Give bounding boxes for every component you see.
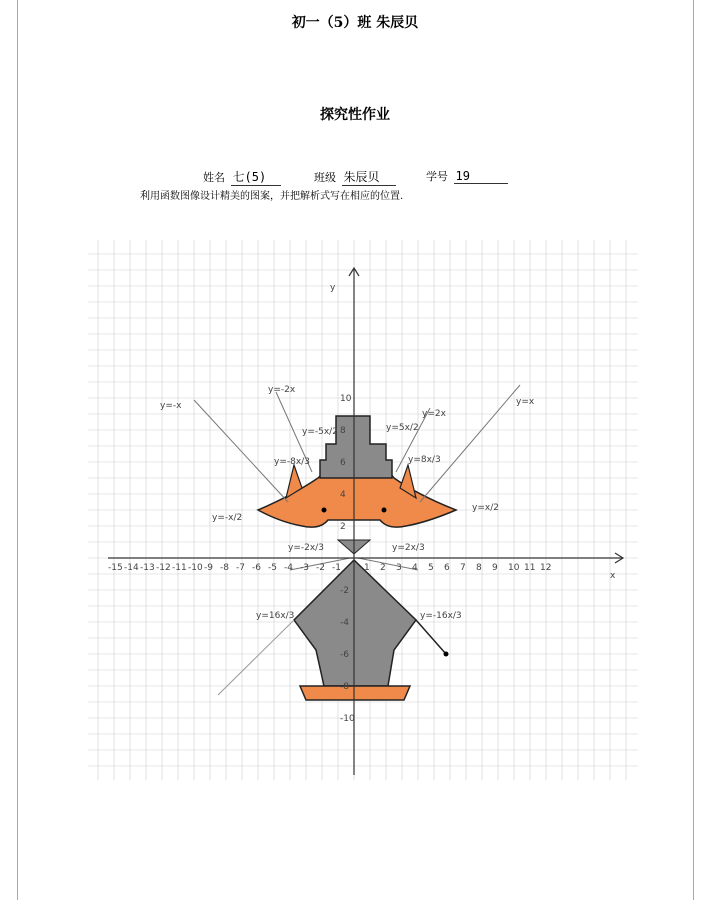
class-label: 班级 [314,171,336,184]
x-tick-label: -3 [300,563,309,573]
class-field [314,168,396,186]
anno-y-x-2: y=x/2 [472,503,499,513]
class-value: 朱辰贝 [342,168,396,186]
x-tick-label: 2 [380,563,386,573]
x-tick-label: 4 [412,563,418,573]
x-tick-label: 6 [444,563,450,573]
x-tick-label: 12 [540,563,552,573]
y-tick-label: -2 [340,586,349,596]
y-tick-label: 6 [340,458,346,468]
anno-y-8x-3: y=8x/3 [408,455,441,465]
x-tick-label: -7 [236,563,245,573]
y-tick-label: -8 [340,682,349,692]
gray-lower-body [294,560,416,686]
x-tick-label: 1 [364,563,370,573]
x-tick-label: 3 [396,563,402,573]
x-tick-label: 5 [428,563,434,573]
x-tick-label: -2 [316,563,325,573]
page-header: 初一（5）班 朱辰贝 [291,15,419,31]
name-value: 七(5) [231,168,281,186]
page-margin-line-right [693,0,694,900]
name-field [203,168,281,186]
x-tick-label: 7 [460,563,466,573]
x-tick-label: -15 [108,563,123,573]
x-tick-label: -5 [268,563,277,573]
x-tick-label: -1 [332,563,341,573]
anno-y-neg-16x-3: y=-16x/3 [420,611,462,621]
x-tick-label: -8 [220,563,229,573]
anno-y-neg-2x-3: y=-2x/3 [288,543,324,553]
gray-hat [320,416,392,478]
anno-y-neg-2x: y=-2x [268,385,296,395]
left-eye [322,508,327,513]
anno-y-neg-8x-3: y=-8x/3 [274,457,310,467]
anno-y-neg-x: y=-x [160,401,182,411]
line-y-x [420,385,520,502]
worksheet-title: 探究性作业 [320,107,390,123]
anno-y-5x-2: y=5x/2 [386,423,419,433]
x-tick-label: 9 [492,563,498,573]
design-shapes [194,385,520,700]
x-tick-label: -11 [172,563,187,573]
x-tick-label: -12 [156,563,171,573]
instruction-text: 利用函数图像设计精美的图案，并把解析式写在相应的位置. [140,191,404,202]
id-field [426,168,508,184]
stick-line [416,620,446,654]
x-tick-label: -10 [188,563,203,573]
y-axis-label: y [330,283,336,293]
x-axis-label: x [610,571,616,581]
y-tick-label: -6 [340,650,349,660]
anno-y-16x-3: y=16x/3 [256,611,295,621]
page-margin-line-left [17,0,18,900]
id-value: 19 [454,169,508,184]
function-graph [88,240,638,780]
x-tick-label: 11 [524,563,536,573]
x-tick-label: 8 [476,563,482,573]
x-tick-labels [108,563,551,573]
anno-y-neg-5x-2: y=-5x/2 [302,427,338,437]
y-tick-label: -10 [340,714,355,724]
y-tick-label: 10 [340,394,352,404]
y-tick-label: 8 [340,426,346,436]
x-tick-label: -9 [204,563,213,573]
x-tick-label: -14 [124,563,139,573]
x-tick-label: -4 [284,563,293,573]
name-label: 姓名 [203,171,225,184]
right-eye [382,508,387,513]
x-tick-label: -6 [252,563,261,573]
y-tick-label: 4 [340,490,346,500]
anno-y-neg-x-2: y=-x/2 [212,513,243,523]
x-tick-label: 10 [508,563,520,573]
anno-y-2x: y=2x [422,409,446,419]
y-tick-label: -4 [340,618,349,628]
stick-dot [444,652,449,657]
line-lower-left [218,620,294,695]
y-tick-label: 2 [340,522,346,532]
anno-y-x: y=x [516,397,535,407]
id-label: 学号 [426,170,448,183]
anno-y-2x-3: y=2x/3 [392,543,425,553]
x-tick-label: -13 [140,563,155,573]
orange-base [300,686,410,700]
